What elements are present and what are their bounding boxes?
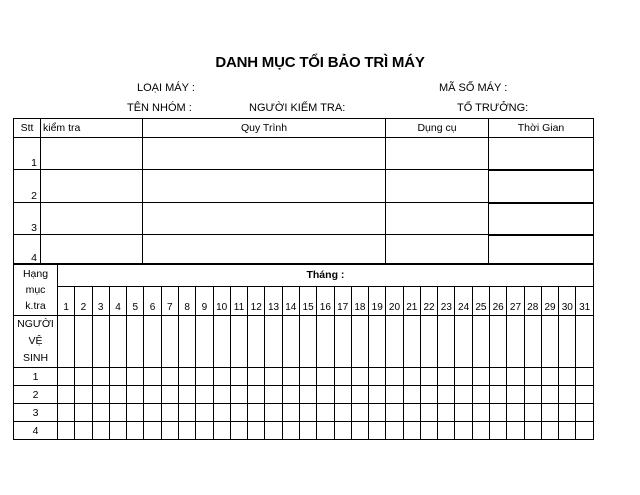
day-cell[interactable]: [541, 386, 558, 404]
day-cell[interactable]: [386, 422, 403, 440]
day-cell[interactable]: [576, 422, 593, 440]
day-cell[interactable]: [559, 368, 576, 386]
day-cell[interactable]: [58, 422, 75, 440]
day-cell[interactable]: [472, 316, 489, 368]
day-cell[interactable]: [92, 404, 109, 422]
day-cell[interactable]: [178, 368, 195, 386]
day-cell[interactable]: [213, 368, 230, 386]
day-cell[interactable]: [109, 368, 126, 386]
month-header-row: [14, 264, 594, 287]
day-cell[interactable]: [248, 386, 265, 404]
day-cell[interactable]: [576, 368, 593, 386]
day-cell[interactable]: [127, 368, 144, 386]
day-cell[interactable]: [317, 422, 334, 440]
tools-cell[interactable]: [386, 138, 489, 170]
day-cell[interactable]: [386, 404, 403, 422]
hygiene-row: [14, 316, 594, 368]
day-cell[interactable]: [438, 386, 455, 404]
check-item-cell[interactable]: [41, 170, 143, 203]
day-cell[interactable]: [351, 422, 368, 440]
day-cell[interactable]: [438, 404, 455, 422]
day-number: 31: [576, 287, 593, 316]
procedure-cell[interactable]: [143, 203, 386, 235]
day-cell[interactable]: [420, 386, 437, 404]
tools-cell[interactable]: [386, 235, 489, 265]
day-number: 12: [248, 287, 265, 316]
day-cell[interactable]: [403, 386, 420, 404]
day-numbers-row: [14, 287, 594, 316]
table-row: [14, 235, 594, 265]
day-cell[interactable]: [230, 368, 247, 386]
day-cell[interactable]: [351, 368, 368, 386]
monthly-schedule-table: [13, 263, 594, 440]
machine-type-label: LOẠI MÁY :: [137, 82, 195, 94]
day-cell[interactable]: [455, 316, 472, 368]
table-row: [14, 170, 594, 203]
day-cell[interactable]: [196, 386, 213, 404]
row-number: 2: [14, 170, 41, 203]
day-cell[interactable]: [455, 368, 472, 386]
day-cell[interactable]: [161, 404, 178, 422]
time-cell[interactable]: [489, 235, 594, 265]
time-cell[interactable]: [489, 203, 594, 235]
table-row: [14, 368, 594, 386]
row-number: 3: [14, 404, 58, 422]
day-cell[interactable]: [420, 368, 437, 386]
day-number: 2: [75, 287, 92, 316]
day-cell[interactable]: [144, 316, 161, 368]
day-cell[interactable]: [559, 316, 576, 368]
day-cell[interactable]: [248, 422, 265, 440]
day-cell[interactable]: [213, 404, 230, 422]
day-cell[interactable]: [334, 368, 351, 386]
day-cell[interactable]: [524, 316, 541, 368]
day-cell[interactable]: [178, 316, 195, 368]
day-cell[interactable]: [386, 368, 403, 386]
day-cell[interactable]: [75, 404, 92, 422]
day-number: 1: [58, 287, 75, 316]
day-number: 11: [230, 287, 247, 316]
day-cell[interactable]: [161, 386, 178, 404]
day-cell[interactable]: [282, 368, 299, 386]
day-cell[interactable]: [161, 368, 178, 386]
day-number: 10: [213, 287, 230, 316]
day-cell[interactable]: [109, 386, 126, 404]
day-cell[interactable]: [92, 316, 109, 368]
day-number: 18: [351, 287, 368, 316]
day-cell[interactable]: [334, 404, 351, 422]
day-cell[interactable]: [282, 316, 299, 368]
day-cell[interactable]: [490, 404, 507, 422]
day-cell[interactable]: [75, 368, 92, 386]
day-cell[interactable]: [92, 386, 109, 404]
hygiene-label-line: VỆ: [28, 335, 43, 347]
procedure-cell[interactable]: [143, 170, 386, 203]
day-cell[interactable]: [144, 404, 161, 422]
day-cell[interactable]: [541, 422, 558, 440]
day-cell[interactable]: [196, 368, 213, 386]
day-cell[interactable]: [109, 422, 126, 440]
day-cell[interactable]: [230, 386, 247, 404]
table-row: [14, 386, 594, 404]
col-header-procedure: Quy Trình: [143, 119, 386, 138]
day-cell[interactable]: [213, 386, 230, 404]
table-row: [14, 203, 594, 235]
day-cell[interactable]: [299, 316, 316, 368]
day-cell[interactable]: [265, 368, 282, 386]
day-cell[interactable]: [351, 316, 368, 368]
day-cell[interactable]: [524, 368, 541, 386]
day-number: 14: [282, 287, 299, 316]
day-number: 22: [420, 287, 437, 316]
day-cell[interactable]: [58, 316, 75, 368]
day-cell[interactable]: [213, 422, 230, 440]
day-cell[interactable]: [403, 404, 420, 422]
day-cell[interactable]: [369, 422, 386, 440]
table-row: [14, 404, 594, 422]
day-cell[interactable]: [369, 368, 386, 386]
day-number: 4: [109, 287, 126, 316]
check-item-label-line: mục: [25, 283, 46, 296]
row-number: 4: [14, 422, 58, 440]
day-cell[interactable]: [317, 386, 334, 404]
day-cell[interactable]: [351, 404, 368, 422]
day-cell[interactable]: [75, 422, 92, 440]
row-number: 2: [14, 386, 58, 404]
col-header-check: kiểm tra: [41, 119, 143, 138]
day-cell[interactable]: [507, 422, 524, 440]
day-cell[interactable]: [559, 422, 576, 440]
day-cell[interactable]: [438, 422, 455, 440]
day-cell[interactable]: [507, 316, 524, 368]
day-cell[interactable]: [230, 404, 247, 422]
day-cell[interactable]: [127, 404, 144, 422]
day-cell[interactable]: [386, 316, 403, 368]
day-cell[interactable]: [490, 422, 507, 440]
day-cell[interactable]: [282, 386, 299, 404]
day-cell[interactable]: [178, 386, 195, 404]
day-cell[interactable]: [144, 368, 161, 386]
day-number: 9: [196, 287, 213, 316]
day-cell[interactable]: [58, 386, 75, 404]
day-cell[interactable]: [265, 386, 282, 404]
day-cell[interactable]: [369, 316, 386, 368]
day-cell[interactable]: [386, 386, 403, 404]
day-cell[interactable]: [265, 316, 282, 368]
time-cell[interactable]: [489, 170, 594, 203]
day-cell[interactable]: [75, 386, 92, 404]
day-cell[interactable]: [559, 386, 576, 404]
day-cell[interactable]: [196, 422, 213, 440]
day-cell[interactable]: [75, 316, 92, 368]
day-number: 26: [490, 287, 507, 316]
day-cell[interactable]: [196, 404, 213, 422]
check-item-label-line: Hạng: [22, 267, 49, 280]
day-cell[interactable]: [576, 316, 593, 368]
day-cell[interactable]: [299, 404, 316, 422]
row-number: 4: [14, 235, 41, 265]
day-cell[interactable]: [524, 404, 541, 422]
col-header-tools: Dụng cụ: [386, 119, 489, 138]
day-number: 3: [92, 287, 109, 316]
day-cell[interactable]: [403, 316, 420, 368]
day-cell[interactable]: [265, 404, 282, 422]
table-row: [14, 422, 594, 440]
hygiene-label: [14, 316, 58, 368]
day-cell[interactable]: [559, 404, 576, 422]
day-cell[interactable]: [230, 422, 247, 440]
day-cell[interactable]: [490, 386, 507, 404]
check-item-label-line: k.tra: [25, 299, 46, 312]
day-cell[interactable]: [438, 316, 455, 368]
day-cell[interactable]: [524, 386, 541, 404]
maintenance-procedure-table: [13, 118, 594, 265]
day-cell[interactable]: [507, 404, 524, 422]
day-cell[interactable]: [248, 404, 265, 422]
check-item-cell[interactable]: [41, 235, 143, 265]
day-cell[interactable]: [541, 404, 558, 422]
machine-code-label: MÃ SỐ MÁY :: [439, 82, 508, 94]
page-title: DANH MỤC TỔI BẢO TRÌ MÁY: [215, 54, 425, 71]
day-cell[interactable]: [455, 422, 472, 440]
day-number: 27: [507, 287, 524, 316]
day-number: 28: [524, 287, 541, 316]
day-number: 17: [334, 287, 351, 316]
day-number: 15: [299, 287, 316, 316]
day-cell[interactable]: [92, 422, 109, 440]
day-cell[interactable]: [507, 386, 524, 404]
day-cell[interactable]: [455, 386, 472, 404]
day-cell[interactable]: [127, 422, 144, 440]
day-cell[interactable]: [455, 404, 472, 422]
day-cell[interactable]: [127, 386, 144, 404]
day-cell[interactable]: [299, 386, 316, 404]
day-cell[interactable]: [351, 386, 368, 404]
day-cell[interactable]: [213, 316, 230, 368]
day-cell[interactable]: [420, 316, 437, 368]
day-number: 13: [265, 287, 282, 316]
day-cell[interactable]: [161, 422, 178, 440]
day-cell[interactable]: [576, 404, 593, 422]
day-cell[interactable]: [317, 316, 334, 368]
procedure-cell[interactable]: [143, 235, 386, 265]
day-cell[interactable]: [109, 404, 126, 422]
day-cell[interactable]: [265, 422, 282, 440]
row-number: 1: [14, 368, 58, 386]
table-row: [14, 138, 594, 170]
day-number: 24: [455, 287, 472, 316]
day-cell[interactable]: [438, 368, 455, 386]
day-number: 30: [559, 287, 576, 316]
day-cell[interactable]: [282, 404, 299, 422]
col-header-stt: Stt: [14, 119, 41, 138]
day-cell[interactable]: [403, 368, 420, 386]
row-number: 1: [14, 138, 41, 170]
day-number: 19: [369, 287, 386, 316]
day-number: 21: [403, 287, 420, 316]
day-cell[interactable]: [576, 386, 593, 404]
day-cell[interactable]: [541, 316, 558, 368]
day-number: 7: [161, 287, 178, 316]
day-cell[interactable]: [144, 422, 161, 440]
month-label: Tháng :: [58, 264, 594, 287]
day-cell[interactable]: [299, 422, 316, 440]
col-header-time: Thời Gian: [489, 119, 594, 138]
day-cell[interactable]: [248, 316, 265, 368]
day-cell[interactable]: [472, 386, 489, 404]
check-item-cell[interactable]: [41, 203, 143, 235]
day-cell[interactable]: [369, 386, 386, 404]
day-number: 6: [144, 287, 161, 316]
day-cell[interactable]: [230, 316, 247, 368]
day-number: 16: [317, 287, 334, 316]
day-cell[interactable]: [472, 368, 489, 386]
inspector-label: NGƯỜI KIỂM TRA:: [249, 102, 346, 114]
row-number: 3: [14, 203, 41, 235]
day-cell[interactable]: [403, 422, 420, 440]
day-number: 8: [178, 287, 195, 316]
day-cell[interactable]: [472, 404, 489, 422]
time-cell[interactable]: [489, 138, 594, 170]
hygiene-label-line: NGƯỜI: [17, 318, 54, 330]
day-cell[interactable]: [507, 368, 524, 386]
day-cell[interactable]: [248, 368, 265, 386]
check-item-cell[interactable]: [41, 138, 143, 170]
day-cell[interactable]: [282, 422, 299, 440]
day-cell[interactable]: [334, 386, 351, 404]
day-cell[interactable]: [334, 316, 351, 368]
day-cell[interactable]: [58, 368, 75, 386]
day-cell[interactable]: [317, 404, 334, 422]
day-cell[interactable]: [541, 368, 558, 386]
team-leader-label: TỔ TRƯỞNG:: [457, 102, 529, 114]
day-cell[interactable]: [420, 404, 437, 422]
day-cell[interactable]: [334, 422, 351, 440]
day-cell[interactable]: [144, 386, 161, 404]
procedure-cell[interactable]: [143, 138, 386, 170]
day-number: 23: [438, 287, 455, 316]
day-cell[interactable]: [317, 368, 334, 386]
tools-cell[interactable]: [386, 203, 489, 235]
day-cell[interactable]: [420, 422, 437, 440]
tools-cell[interactable]: [386, 170, 489, 203]
day-cell[interactable]: [196, 316, 213, 368]
group-name-label: TÊN NHÓM :: [127, 102, 192, 114]
day-cell[interactable]: [178, 404, 195, 422]
day-number: 5: [127, 287, 144, 316]
check-item-label: [14, 264, 58, 316]
day-cell[interactable]: [178, 422, 195, 440]
day-number: 20: [386, 287, 403, 316]
day-cell[interactable]: [524, 422, 541, 440]
day-cell[interactable]: [299, 368, 316, 386]
day-cell[interactable]: [92, 368, 109, 386]
day-cell[interactable]: [58, 404, 75, 422]
day-cell[interactable]: [472, 422, 489, 440]
day-number: 29: [541, 287, 558, 316]
day-cell[interactable]: [127, 316, 144, 368]
day-cell[interactable]: [369, 404, 386, 422]
day-cell[interactable]: [490, 368, 507, 386]
day-cell[interactable]: [490, 316, 507, 368]
day-number: 25: [472, 287, 489, 316]
day-cell[interactable]: [161, 316, 178, 368]
hygiene-label-line: SINH: [22, 352, 49, 364]
day-cell[interactable]: [109, 316, 126, 368]
